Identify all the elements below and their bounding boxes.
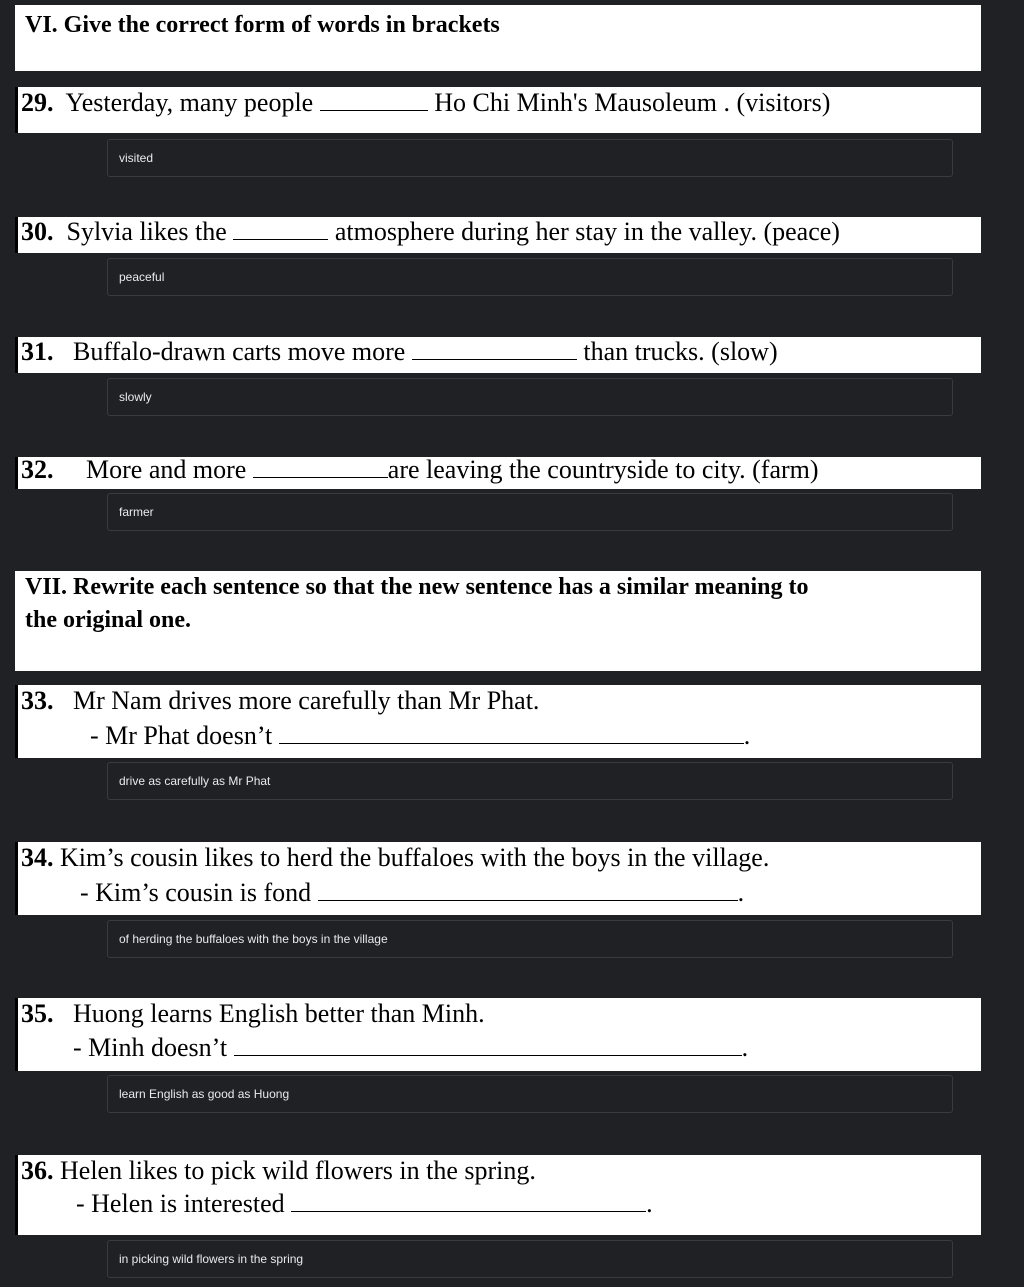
rewrite-prompt-text: - Mr Phat doesn’t [90, 721, 273, 750]
question-32-text [21, 455, 819, 485]
question-text-before: More and more [86, 455, 247, 484]
question-31-text [21, 337, 778, 367]
sentence-end: . [646, 1189, 653, 1218]
answer-blank [279, 723, 744, 744]
question-34-card [15, 842, 981, 915]
question-30-text [21, 217, 840, 247]
question-29-card [15, 87, 981, 133]
question-33-card [15, 685, 981, 758]
sentence-end: . [737, 878, 745, 907]
question-35-text [21, 999, 485, 1029]
answer-field-31[interactable] [107, 378, 953, 416]
answer-value: of herding the buffaloes with the boys in the village [119, 932, 388, 946]
question-number: 30. [21, 217, 54, 246]
question-29-text [21, 88, 830, 118]
question-36-text [21, 1156, 536, 1186]
question-number: 29. [21, 88, 54, 117]
answer-blank [234, 1035, 742, 1056]
section-vii-header [15, 571, 981, 671]
question-text-before: Buffalo-drawn carts move more [73, 337, 406, 366]
answer-blank [233, 219, 328, 240]
question-number: 33. [21, 686, 54, 715]
question-35-card [15, 998, 981, 1071]
question-36-card [15, 1155, 981, 1235]
question-31-card [15, 337, 981, 373]
answer-field-33[interactable] [107, 762, 953, 800]
answer-blank [253, 457, 388, 478]
question-number: 31. [21, 337, 54, 366]
answer-value: learn English as good as Huong [119, 1087, 290, 1101]
answer-field-32[interactable] [107, 493, 953, 531]
rewrite-prompt [73, 1033, 748, 1063]
sentence-end: . [741, 1033, 749, 1062]
answer-blank [320, 90, 428, 111]
question-text-before: Yesterday, many people [65, 88, 314, 117]
answer-blank [412, 339, 577, 360]
rewrite-prompt-text: - Kim’s cousin is fond [80, 878, 312, 907]
answer-field-29[interactable] [107, 139, 953, 177]
rewrite-prompt [80, 878, 744, 908]
question-text-after: atmosphere during her stay in the valley. (peace) [334, 217, 840, 246]
answer-field-30[interactable] [107, 258, 953, 296]
answer-value: visited [119, 151, 154, 165]
question-sentence: Huong learns English better than Minh. [73, 999, 485, 1028]
answer-field-34[interactable] [107, 920, 953, 958]
answer-value: peaceful [119, 270, 165, 284]
question-sentence: Kim’s cousin likes to herd the buffaloes with the boys in the village. [60, 843, 770, 872]
question-text-after: than trucks. (slow) [583, 337, 778, 366]
answer-value: farmer [119, 505, 154, 519]
question-number: 32. [21, 455, 54, 484]
answer-field-35[interactable] [107, 1075, 953, 1113]
section-vi-header [15, 5, 981, 71]
question-34-text [21, 843, 769, 873]
section-vii-title-line-1: VII. Rewrite each sentence so that the new sentence has a similar meaning to [25, 574, 809, 600]
sentence-end: . [743, 721, 751, 750]
question-text-before: Sylvia likes the [66, 217, 227, 246]
rewrite-prompt-text: - Minh doesn’t [73, 1033, 228, 1062]
answer-value: in picking wild flowers in the spring [119, 1252, 304, 1266]
section-vii-title-line-2: the original one. [25, 607, 191, 633]
question-sentence: Helen likes to pick wild flowers in the spring. [60, 1156, 536, 1185]
question-number: 35. [21, 999, 54, 1028]
rewrite-prompt [76, 1189, 653, 1219]
question-33-text [21, 686, 539, 716]
question-number: 34. [21, 843, 54, 872]
answer-blank [318, 880, 738, 901]
answer-blank [291, 1191, 646, 1212]
question-text-after: Ho Chi Minh's Mausoleum . (visitors) [434, 88, 831, 117]
question-number: 36. [21, 1156, 54, 1185]
rewrite-prompt [90, 721, 750, 751]
rewrite-prompt-text: - Helen is interested [76, 1189, 285, 1218]
answer-value: drive as carefully as Mr Phat [119, 774, 271, 788]
section-vi-title: VI. Give the correct form of words in brackets [25, 12, 500, 38]
question-32-card [15, 457, 981, 489]
question-sentence: Mr Nam drives more carefully than Mr Phat. [73, 686, 540, 715]
answer-field-36[interactable] [107, 1240, 953, 1278]
question-text-after: are leaving the countryside to city. (farm) [387, 455, 819, 484]
answer-value: slowly [119, 390, 152, 404]
question-30-card [15, 217, 981, 253]
